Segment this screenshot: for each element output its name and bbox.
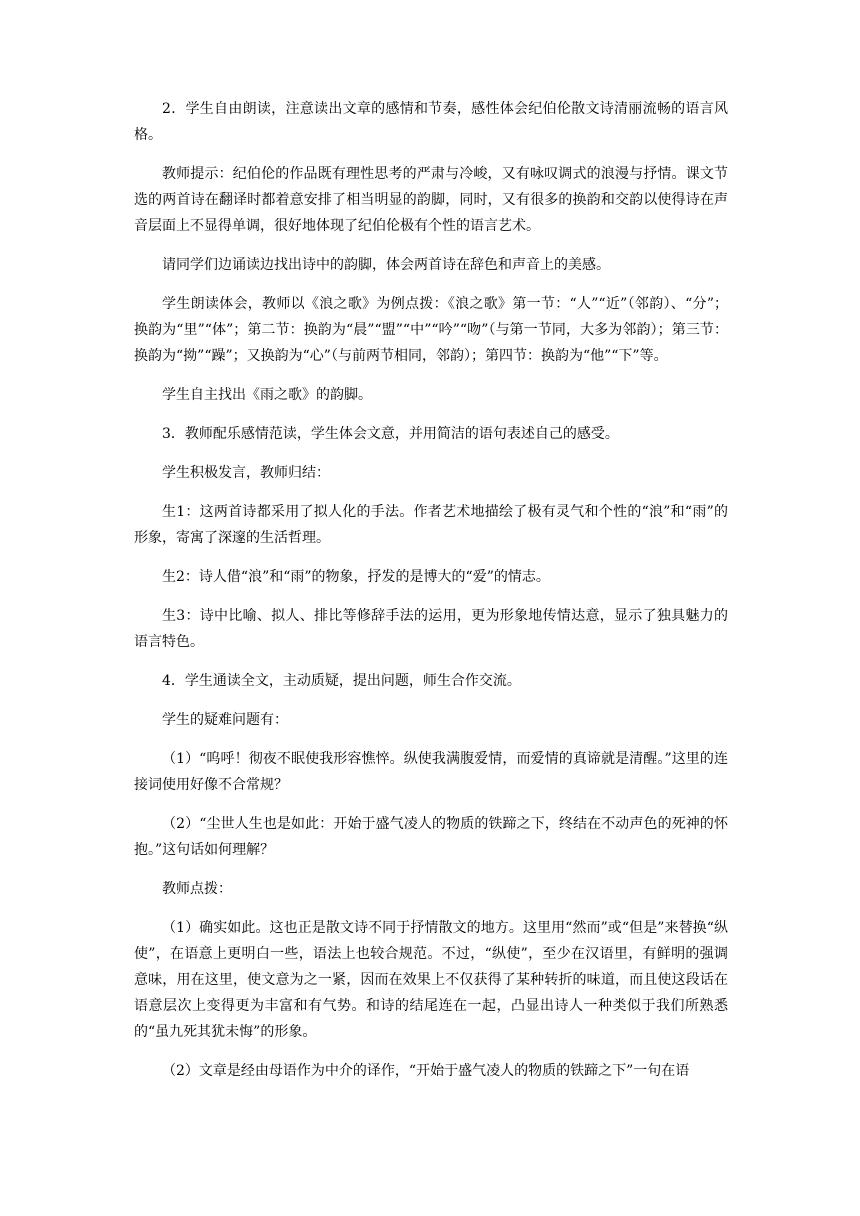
paragraph: 学生朗读体会，教师以《浪之歌》为例点拨：《浪之歌》第一节：“人”“近”（邻韵）、“分”；换韵为“里”“体”；第二节：换韵为“晨”“盟”“中”“吟”“吻”（与第一节同，大多为邻韵）；第三节：换韵为“拗”“躁”；又换韵为“心”（与前两节相同，邻韵）；第四节：换韵为“他”“下”等。 — [134, 296, 728, 364]
paragraph: 学生的疑难问题有： — [162, 712, 288, 728]
paragraph: 学生积极发言，教师归结： — [162, 465, 330, 481]
paragraph: 4．学生通读全文，主动质疑，提出问题，师生合作交流。 — [162, 673, 521, 689]
paragraph: （2）“尘世人生也是如此：开始于盛气凌人的物质的铁蹄之下，终结在不动声色的死神的怀抱。”这句话如何理解？ — [134, 816, 728, 858]
paragraph: 生3：诗中比喻、拟人、排比等修辞手法的运用，更为形象地传情达意，显示了独具魅力的语言特色。 — [134, 608, 728, 650]
paragraph: （1）“呜呼！彻夜不眠使我形容憔悴。纵使我满腹爱情，而爱情的真谛就是清醒。”这里的连接词使用好像不合常规？ — [134, 751, 728, 793]
paragraph: （2）文章是经由母语作为中介的译作，“开始于盛气凌人的物质的铁蹄之下”一句在语 — [162, 1063, 690, 1079]
document-page — [134, 96, 728, 1097]
paragraph: 生1：这两首诗都采用了拟人化的手法。作者艺术地描绘了极有灵气和个性的“浪”和“雨”的形象，寄寓了深邃的生活哲理。 — [134, 504, 728, 546]
paragraph: 请同学们边诵读边找出诗中的韵脚，体会两首诗在辞色和声音上的美感。 — [162, 257, 610, 273]
paragraph: 教师点拨： — [162, 881, 232, 897]
paragraph: （1）确实如此。这也正是散文诗不同于抒情散文的地方。这里用“然而”或“但是”来替换“纵使”，在语意上更明白一些，语法上也较合规范。不过，“纵使”，至少在汉语里，有鲜明的强调意味，用在这里，使文意为之一紧，因而在效果上不仅获得了某种转折的味道，而且使这段话在语意层次上变得更为丰富和有气势。和诗的结尾连在一起，凸显出诗人一种类似于我们所熟悉的“虽九死其犹未悔”的形象。 — [134, 920, 728, 1040]
paragraph: 2．学生自由朗读，注意读出文章的感情和节奏，感性体会纪伯伦散文诗清丽流畅的语言风格。 — [134, 101, 728, 143]
paragraph: 生2：诗人借“浪”和“雨”的物象，抒发的是博大的“爱”的情志。 — [162, 569, 550, 585]
paragraph: 教师提示：纪伯伦的作品既有理性思考的严肃与冷峻，又有咏叹调式的浪漫与抒情。课文节选的两首诗在翻译时都着意安排了相当明显的韵脚，同时，又有很多的换韵和交韵以使得诗在声音层面上不显得单调，很好地体现了纪伯伦极有个性的语言艺术。 — [134, 166, 728, 234]
paragraph: 学生自主找出《雨之歌》的韵脚。 — [162, 387, 372, 403]
paragraph: 3．教师配乐感情范读，学生体会文意，并用简洁的语句表述自己的感受。 — [162, 426, 619, 442]
